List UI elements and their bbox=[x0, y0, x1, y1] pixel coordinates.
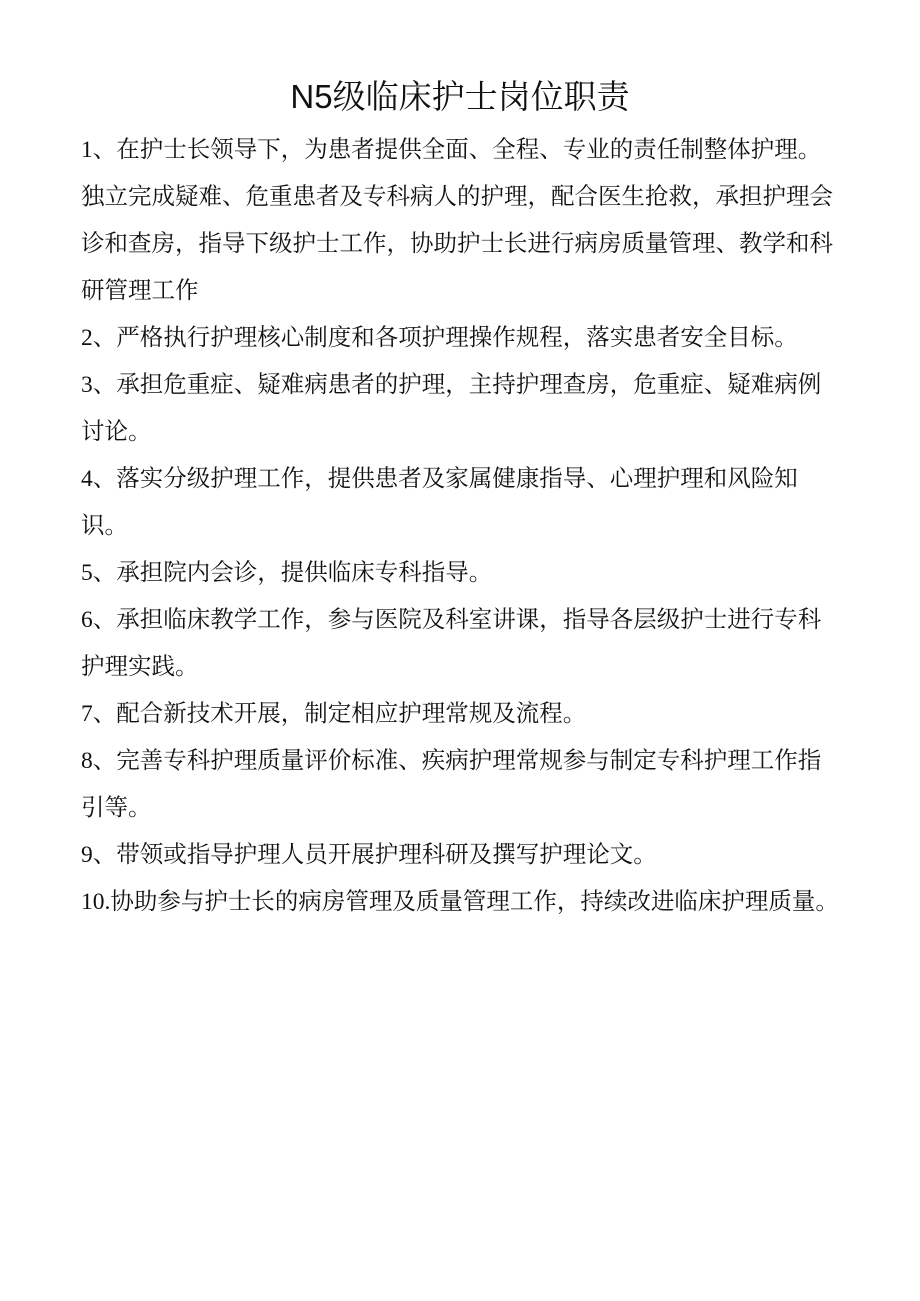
duty-item-10: 10.协助参与护士长的病房管理及质量管理工作，持续改进临床护理质量。 bbox=[81, 889, 839, 915]
duty-item-6: 6、承担临床教学工作，参与医院及科室讲课，指导各层级护士进行专科护理实践。 bbox=[81, 607, 822, 680]
duty-item-2: 2、严格执行护理核心制度和各项护理操作规程，落实患者安全目标。 bbox=[81, 325, 798, 351]
duty-list bbox=[81, 127, 841, 926]
duty-item-4: 4、落实分级护理工作，提供患者及家属健康指导、心理护理和风险知识。 bbox=[81, 466, 798, 539]
duty-item-8: 8、完善专科护理质量评价标准、疾病护理常规参与制定专科护理工作指引等。 bbox=[81, 748, 822, 821]
duty-item-7: 7、配合新技术开展，制定相应护理常规及流程。 bbox=[81, 701, 587, 727]
duty-item-5: 5、承担院内会诊，提供临床专科指导。 bbox=[81, 560, 493, 586]
duty-item-1: 1、在护士长领导下，为患者提供全面、全程、专业的责任制整体护理。独立完成疑难、危重患者及专科病人的护理，配合医生抢救，承担护理会诊和查房，指导下级护士工作，协助护士长进行病房质量管理、教学和科研管理工作 bbox=[81, 137, 833, 304]
page-title: N5级临床护士岗位职责 bbox=[290, 78, 630, 115]
duty-item-9: 9、带领或指导护理人员开展护理科研及撰写护理论文。 bbox=[81, 842, 657, 868]
duty-item-3: 3、承担危重症、疑难病患者的护理，主持护理查房，危重症、疑难病例讨论。 bbox=[81, 372, 822, 445]
